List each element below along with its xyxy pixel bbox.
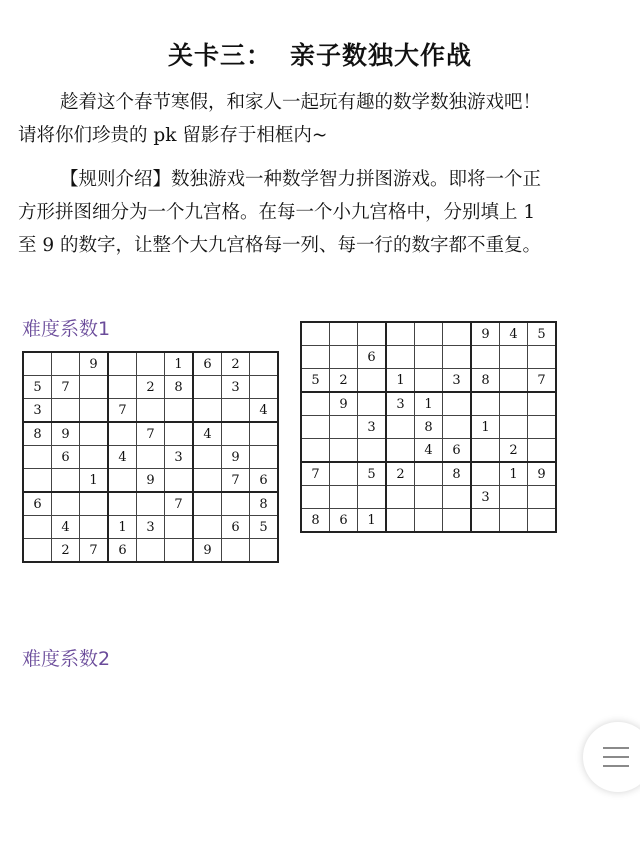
sudoku-cell[interactable]: 1	[500, 462, 528, 486]
sudoku-cell[interactable]	[23, 516, 52, 539]
sudoku-cell[interactable]: 3	[23, 399, 52, 423]
sudoku-cell[interactable]	[301, 416, 330, 439]
sudoku-cell[interactable]	[23, 539, 52, 563]
sudoku-row	[301, 392, 556, 416]
sudoku-cell[interactable]	[443, 392, 472, 416]
sudoku-cell[interactable]: 7	[137, 422, 165, 446]
sudoku-cell[interactable]: 5	[301, 369, 330, 393]
sudoku-cell[interactable]	[108, 492, 137, 516]
sudoku-row	[23, 516, 278, 539]
sudoku-cell[interactable]: 8	[471, 369, 500, 393]
sudoku-row	[23, 446, 278, 469]
title-name: 亲子数独大作战	[290, 41, 473, 70]
sudoku-cell[interactable]	[500, 392, 528, 416]
sudoku-cell[interactable]	[193, 446, 222, 469]
sudoku-row	[23, 492, 278, 516]
sudoku-cell[interactable]: 9	[330, 392, 358, 416]
sudoku-cell[interactable]: 8	[165, 376, 194, 399]
sudoku-cell[interactable]	[358, 369, 387, 393]
rules-paragraph	[18, 163, 622, 262]
sudoku-cell[interactable]: 1	[165, 352, 194, 376]
sudoku-cell[interactable]: 3	[165, 446, 194, 469]
sudoku-cell[interactable]	[193, 469, 222, 493]
sudoku-cell[interactable]	[386, 439, 415, 463]
sudoku-cell[interactable]	[415, 486, 443, 509]
sudoku-cell[interactable]: 4	[250, 399, 279, 423]
sudoku-cell[interactable]	[471, 346, 500, 369]
sudoku-cell[interactable]: 7	[52, 376, 80, 399]
sudoku-cell[interactable]: 4	[193, 422, 222, 446]
sudoku-cell[interactable]	[471, 392, 500, 416]
sudoku-cell[interactable]: 4	[108, 446, 137, 469]
sudoku-cell[interactable]	[250, 539, 279, 563]
sudoku-cell[interactable]	[443, 509, 472, 533]
sudoku-cell[interactable]	[80, 422, 109, 446]
sudoku-cell[interactable]	[193, 516, 222, 539]
sudoku-cell[interactable]	[386, 416, 415, 439]
sudoku-cell[interactable]	[301, 322, 330, 346]
sudoku-cell[interactable]	[358, 392, 387, 416]
rules-line-1: 【规则介绍】数独游戏一种数学智力拼图游戏。即将一个正	[60, 169, 542, 190]
sudoku-cell[interactable]	[80, 492, 109, 516]
sudoku-cell[interactable]	[528, 416, 557, 439]
sudoku-cell[interactable]	[528, 509, 557, 533]
intro-paragraph	[18, 86, 622, 152]
sudoku-cell[interactable]: 4	[415, 439, 443, 463]
sudoku-cell[interactable]: 7	[108, 399, 137, 423]
sudoku-row	[301, 369, 556, 393]
sudoku-grid-1	[22, 351, 279, 563]
sudoku-cell[interactable]	[500, 346, 528, 369]
sudoku-cell[interactable]	[330, 486, 358, 509]
sudoku-cell[interactable]	[330, 346, 358, 369]
sudoku-cell[interactable]	[330, 322, 358, 346]
sudoku-cell[interactable]: 9	[222, 446, 250, 469]
sudoku-cell[interactable]	[471, 439, 500, 463]
sudoku-cell[interactable]	[500, 369, 528, 393]
sudoku-row	[23, 539, 278, 563]
sudoku-cell[interactable]: 3	[137, 516, 165, 539]
sudoku-cell[interactable]: 8	[23, 422, 52, 446]
sudoku-cell[interactable]: 6	[358, 346, 387, 369]
sudoku-cell[interactable]	[137, 492, 165, 516]
sudoku-cell[interactable]: 1	[415, 392, 443, 416]
sudoku-cell[interactable]: 5	[23, 376, 52, 399]
sudoku-cell[interactable]	[358, 322, 387, 346]
sudoku-cell[interactable]	[137, 446, 165, 469]
sudoku-cell[interactable]: 1	[386, 369, 415, 393]
sudoku-cell[interactable]	[386, 346, 415, 369]
sudoku-cell[interactable]: 5	[528, 322, 557, 346]
sudoku-cell[interactable]	[108, 422, 137, 446]
sudoku-cell[interactable]	[250, 352, 279, 376]
sudoku-cell[interactable]: 2	[500, 439, 528, 463]
sudoku-cell[interactable]	[386, 509, 415, 533]
sudoku-row	[301, 462, 556, 486]
sudoku-cell[interactable]	[165, 422, 194, 446]
sudoku-cell[interactable]	[23, 469, 52, 493]
sudoku-cell[interactable]	[250, 446, 279, 469]
sudoku-cell[interactable]: 1	[358, 509, 387, 533]
sudoku-cell[interactable]: 5	[250, 516, 279, 539]
sudoku-row	[301, 486, 556, 509]
sudoku-cell[interactable]: 8	[415, 416, 443, 439]
sudoku-cell[interactable]: 2	[222, 352, 250, 376]
sudoku-cell[interactable]	[415, 346, 443, 369]
intro-line-2: 请将你们珍贵的 pk 留影存于相框内~	[18, 125, 328, 146]
sudoku-cell[interactable]	[358, 486, 387, 509]
sudoku-cell[interactable]: 6	[443, 439, 472, 463]
sudoku-cell[interactable]: 8	[250, 492, 279, 516]
sudoku-cell[interactable]: 3	[443, 369, 472, 393]
sudoku-cell[interactable]: 6	[108, 539, 137, 563]
sudoku-cell[interactable]	[471, 509, 500, 533]
sudoku-cell[interactable]: 7	[301, 462, 330, 486]
sudoku-cell[interactable]	[415, 462, 443, 486]
sudoku-row	[301, 322, 556, 346]
sudoku-cell[interactable]: 1	[80, 469, 109, 493]
sudoku-cell[interactable]	[250, 422, 279, 446]
sudoku-cell[interactable]	[80, 376, 109, 399]
sudoku-cell[interactable]	[443, 322, 472, 346]
sudoku-cell[interactable]	[500, 486, 528, 509]
sudoku-cell[interactable]: 9	[52, 422, 80, 446]
sudoku-cell[interactable]	[471, 462, 500, 486]
sudoku-cell[interactable]: 2	[52, 539, 80, 563]
sudoku-cell[interactable]	[222, 492, 250, 516]
sudoku-cell[interactable]	[250, 376, 279, 399]
sudoku-cell[interactable]	[358, 439, 387, 463]
sudoku-cell[interactable]: 8	[443, 462, 472, 486]
sudoku-cell[interactable]	[52, 492, 80, 516]
sudoku-cell[interactable]	[443, 346, 472, 369]
sudoku-cell[interactable]: 9	[471, 322, 500, 346]
sudoku-cell[interactable]	[330, 439, 358, 463]
sudoku-row	[301, 346, 556, 369]
sudoku-cell[interactable]	[193, 492, 222, 516]
title-level: 关卡三：	[167, 41, 272, 70]
sudoku-cell[interactable]: 9	[528, 462, 557, 486]
sudoku-row	[23, 469, 278, 493]
sudoku-cell[interactable]	[165, 539, 194, 563]
sudoku-cell[interactable]: 7	[528, 369, 557, 393]
sudoku-cell[interactable]	[165, 516, 194, 539]
sudoku-cell[interactable]	[528, 392, 557, 416]
sudoku-cell[interactable]	[301, 392, 330, 416]
sudoku-cell[interactable]: 6	[193, 352, 222, 376]
hamburger-menu-icon	[603, 746, 629, 768]
sudoku-cell[interactable]	[193, 399, 222, 423]
sudoku-cell[interactable]: 7	[165, 492, 194, 516]
sudoku-cell[interactable]	[301, 346, 330, 369]
sudoku-cell[interactable]: 5	[358, 462, 387, 486]
sudoku-cell[interactable]: 6	[330, 509, 358, 533]
floating-menu-button[interactable]	[583, 722, 640, 792]
sudoku-cell[interactable]	[443, 416, 472, 439]
sudoku-cell[interactable]	[386, 486, 415, 509]
sudoku-row	[23, 399, 278, 423]
sudoku-cell[interactable]	[108, 376, 137, 399]
sudoku-cell[interactable]: 9	[80, 352, 109, 376]
sudoku-cell[interactable]: 3	[222, 376, 250, 399]
sudoku-cell[interactable]	[80, 399, 109, 423]
rules-line-3: 至 9 的数字，让整个大九宫格每一列、每一行的数字都不重复。	[18, 235, 542, 256]
sudoku-cell[interactable]: 9	[137, 469, 165, 493]
sudoku-cell[interactable]	[415, 509, 443, 533]
sudoku-cell[interactable]: 6	[222, 516, 250, 539]
sudoku-cell[interactable]	[165, 469, 194, 493]
sudoku-cell[interactable]	[528, 486, 557, 509]
sudoku-cell[interactable]	[443, 486, 472, 509]
sudoku-cell[interactable]	[108, 352, 137, 376]
sudoku-cell[interactable]: 4	[500, 322, 528, 346]
sudoku-cell[interactable]	[52, 352, 80, 376]
sudoku-grid-2	[300, 321, 557, 533]
sudoku-cell[interactable]	[386, 322, 415, 346]
sudoku-cell[interactable]: 6	[23, 492, 52, 516]
sudoku-cell[interactable]	[137, 352, 165, 376]
sudoku-cell[interactable]: 3	[471, 486, 500, 509]
sudoku-cell[interactable]	[415, 369, 443, 393]
sudoku-cell[interactable]	[137, 399, 165, 423]
sudoku-cell[interactable]	[193, 376, 222, 399]
sudoku-cell[interactable]	[528, 439, 557, 463]
sudoku-cell[interactable]	[301, 486, 330, 509]
sudoku-cell[interactable]	[222, 399, 250, 423]
sudoku-cell[interactable]	[23, 352, 52, 376]
sudoku-cell[interactable]	[500, 416, 528, 439]
sudoku-cell[interactable]: 3	[386, 392, 415, 416]
sudoku-cell[interactable]	[80, 516, 109, 539]
sudoku-cell[interactable]: 3	[358, 416, 387, 439]
sudoku-cell[interactable]	[23, 446, 52, 469]
sudoku-cell[interactable]: 2	[137, 376, 165, 399]
difficulty-1-label: 难度系数1	[22, 318, 111, 340]
sudoku-cell[interactable]	[222, 422, 250, 446]
difficulty-2-label: 难度系数2	[22, 648, 111, 670]
sudoku-cell[interactable]	[415, 322, 443, 346]
page-title	[0, 36, 640, 72]
sudoku-row	[23, 376, 278, 399]
sudoku-row	[23, 352, 278, 376]
sudoku-cell[interactable]	[52, 399, 80, 423]
sudoku-cell[interactable]: 8	[301, 509, 330, 533]
sudoku-row	[301, 509, 556, 533]
sudoku-cell[interactable]	[528, 346, 557, 369]
sudoku-cell[interactable]: 6	[250, 469, 279, 493]
sudoku-cell[interactable]	[137, 539, 165, 563]
sudoku-cell[interactable]	[165, 399, 194, 423]
sudoku-cell[interactable]	[108, 469, 137, 493]
sudoku-cell[interactable]: 6	[52, 446, 80, 469]
sudoku-cell[interactable]	[80, 446, 109, 469]
sudoku-cell[interactable]: 1	[471, 416, 500, 439]
sudoku-cell[interactable]: 4	[52, 516, 80, 539]
sudoku-cell[interactable]: 7	[80, 539, 109, 563]
sudoku-cell[interactable]: 7	[222, 469, 250, 493]
sudoku-cell[interactable]: 9	[193, 539, 222, 563]
sudoku-cell[interactable]	[330, 462, 358, 486]
sudoku-cell[interactable]	[52, 469, 80, 493]
sudoku-row	[301, 416, 556, 439]
intro-line-1: 趁着这个春节寒假，和家人一起玩有趣的数学数独游戏吧！	[60, 92, 542, 113]
sudoku-cell[interactable]: 2	[386, 462, 415, 486]
sudoku-cell[interactable]	[301, 439, 330, 463]
sudoku-cell[interactable]	[500, 509, 528, 533]
rules-line-2: 方形拼图细分为一个九宫格。在每一个小九宫格中，分别填上 1	[18, 202, 536, 223]
sudoku-cell[interactable]	[222, 539, 250, 563]
sudoku-cell[interactable]: 2	[330, 369, 358, 393]
sudoku-row	[301, 439, 556, 463]
sudoku-cell[interactable]	[330, 416, 358, 439]
sudoku-cell[interactable]: 1	[108, 516, 137, 539]
sudoku-row	[23, 422, 278, 446]
